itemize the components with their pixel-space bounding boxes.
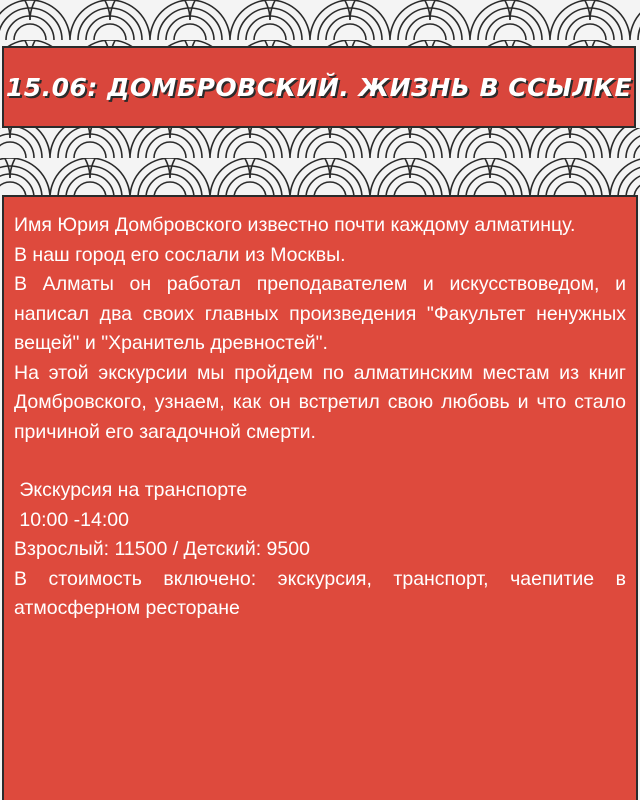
description-paragraph-works: В Алматы он работал преподавателем и искусствоведом, и написал два своих главных произведения "Факультет ненужных вещей" и "Хранитель древностей". [14,273,626,354]
tour-format: Экскурсия на транспорте [14,479,248,501]
spacer [14,447,626,476]
tour-price: Взрослый: 11500 / Детский: 9500 [14,538,310,560]
page-title: 15.06: ДОМБРОВСКИЙ. ЖИЗНЬ В ССЫЛКЕ [5,72,633,102]
description-paragraph-exile: В наш город его сослали из Москвы. [14,243,346,266]
decorative-wave-pattern-top [0,0,640,50]
tour-time: 10:00 -14:00 [14,508,129,531]
description-paragraph-intro: Имя Юрия Домбровского известно почти каждому алматинцу. [14,214,576,236]
description-paragraph-tour: На этой экскурсии мы пройдем по алматинским местам из книг Домбровского, узнаем, как он встретил свою любовь и что стало причиной его загадочной смерти. [14,361,626,443]
decorative-wave-pattern-middle [0,128,640,198]
tour-included: В стоимость включено: экскурсия, транспорт, чаепитие в атмосферном ресторане [14,567,626,619]
content-panel [2,195,638,800]
header-banner [2,46,636,128]
